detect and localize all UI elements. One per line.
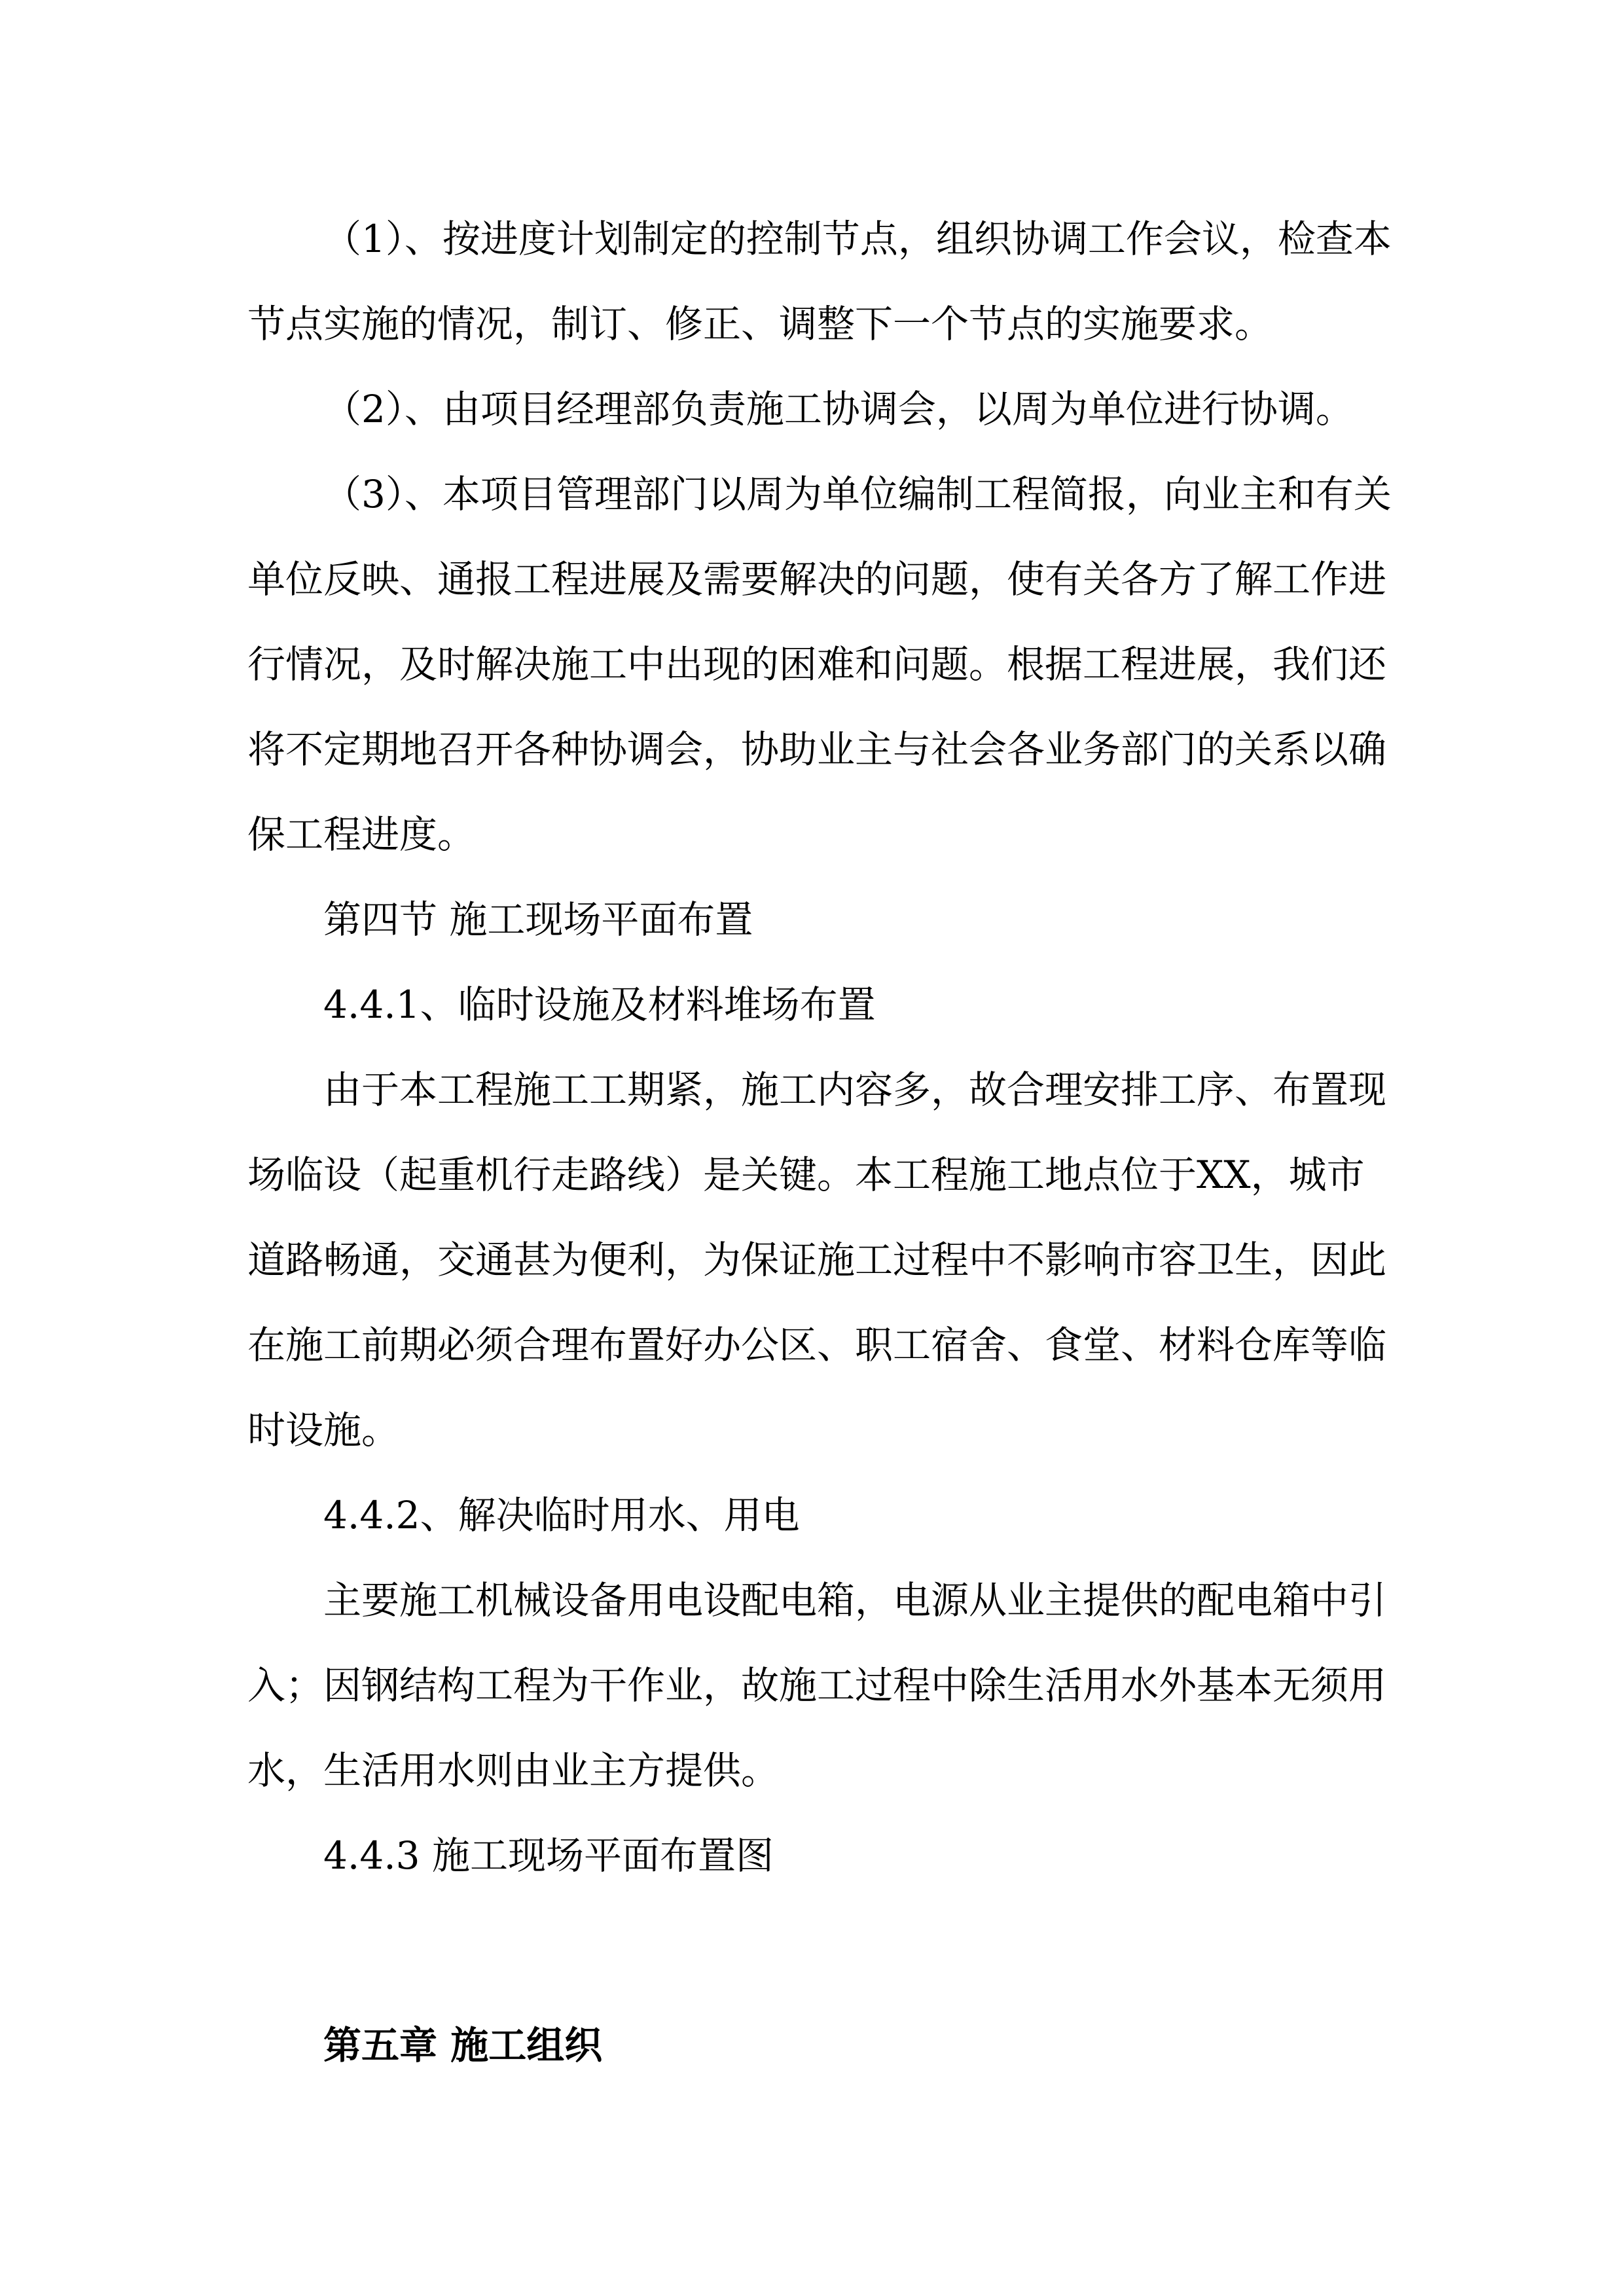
paragraph-6-line-3: 道路畅通，交通甚为便利，为保证施工过程中不影响市容卫生，因此 <box>247 1238 1387 1282</box>
paragraph-3-line-2: 单位反映、通报工程进展及需要解决的问题，使有关各方了解工作进 <box>247 557 1387 601</box>
subsection-heading-4-4-3: 4.4.3 施工现场平面布置图 <box>323 1833 774 1878</box>
paragraph-6-line-5: 时设施。 <box>247 1408 400 1452</box>
paragraph-3-line-1: （3）、本项目管理部门以周为单位编制工程简报，向业主和有关 <box>323 472 1392 516</box>
paragraph-6-line-2: 场临设（起重机行走路线）是关键。本工程施工地点位于XX，城市 <box>247 1153 1365 1197</box>
paragraph-1-line-2: 节点实施的情况，制订、修正、调整下一个节点的实施要求。 <box>247 302 1273 346</box>
subsection-heading-4-4-2: 4.4.2、解决临时用水、用电 <box>323 1493 800 1537</box>
paragraph-8-line-1: 主要施工机械设备用电设配电箱，电源从业主提供的配电箱中引 <box>323 1578 1387 1623</box>
paragraph-2-line-1: （2）、由项目经理部负责施工协调会，以周为单位进行协调。 <box>323 387 1354 431</box>
paragraph-6-line-1: 由于本工程施工工期紧，施工内容多，故合理安排工序、布置现 <box>323 1067 1387 1112</box>
paragraph-8-line-2: 入；因钢结构工程为干作业，故施工过程中除生活用水外基本无须用 <box>247 1663 1387 1708</box>
paragraph-6-line-4: 在施工前期必须合理布置好办公区、职工宿舍、食堂、材料仓库等临 <box>247 1323 1387 1367</box>
paragraph-3-line-4: 将不定期地召开各种协调会，协助业主与社会各业务部门的关系以确 <box>247 727 1387 772</box>
paragraph-8-line-3: 水，生活用水则由业主方提供。 <box>247 1748 780 1793</box>
paragraph-3-line-3: 行情况，及时解决施工中出现的困难和问题。根据工程进展，我们还 <box>247 642 1387 687</box>
subsection-heading-4-4-1: 4.4.1、临时设施及材料堆场布置 <box>323 982 876 1027</box>
paragraph-1-line-1: （1）、按进度计划制定的控制节点，组织协调工作会议，检查本 <box>323 217 1392 261</box>
paragraph-3-line-5: 保工程进度。 <box>247 812 476 857</box>
chapter-heading: 第五章 施工组织 <box>323 2023 603 2068</box>
section-heading-4: 第四节 施工现场平面布置 <box>323 897 753 942</box>
